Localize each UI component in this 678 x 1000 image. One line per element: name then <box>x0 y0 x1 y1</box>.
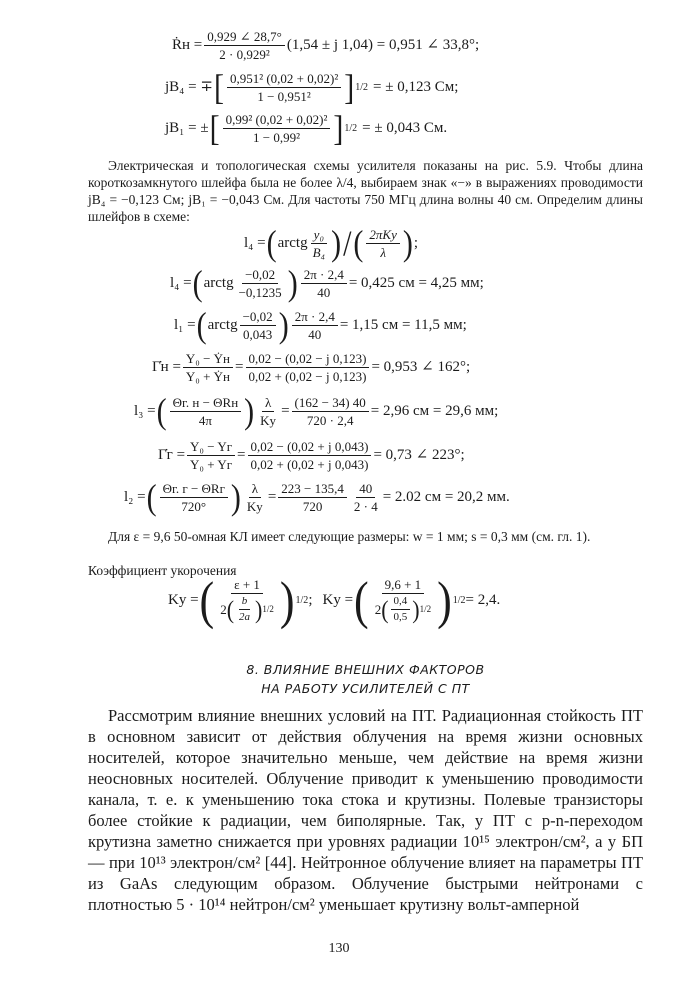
fraction: $\frac{40}{2 \cdot 4}$ <box>353 481 378 514</box>
fraction: $\frac{(162 - 34) 40}{720 \cdot 2,4}$ <box>292 396 369 427</box>
fraction: λ Kу <box>246 481 263 514</box>
fraction: $\frac{223 - 135,4}{720}$ <box>278 482 347 513</box>
fraction: Y₀ − Yг Y₀ + Yг <box>187 440 235 471</box>
equation-gamma-n: Γ̇н = Y₀ − Ẏн Y₀ + Ẏн = $\frac{0,02 - (0,02 - j 0,123)}{0,02 + (0,02 - j 0,123)}$ = 0,953 ∠ 162°; <box>152 351 471 384</box>
paragraph: Электрическая и топологическая схемы усилителя показаны на рис. 5.9. Чтобы длина короткозамкнутого шлейфа была не более λ/4, выбираем знак «−» в выражениях проводимости jB₄ = −0,123 См; jB₁ = −0,043 См. Для частоты 750 МГц длина волны 40 см. Определим длины шлейфов в схеме: <box>88 158 643 224</box>
fraction: 2πKу λ <box>366 228 399 259</box>
fraction: y₀ B₄ <box>312 227 326 260</box>
fraction: ε + 1 2 ( b 2a ) 1/2 <box>220 577 274 624</box>
equation-l4-formula: l₄ = ( arctg y₀ B₄ ) / ( 2πKу λ ) ; <box>244 223 419 263</box>
paragraph: Рассмотрим влияние внешних условий на ПТ. Радиационная стойкость ПТ в основном зависит от действия облучения на время жизни основных носителей, которое значительно меньше, чем действие на время жизни неосновных носителей. Облучение приводит к уменьшению проводимости канала, т. е. к уменьшению тока стока и крутизны. Полевые транзисторы более стойкие к радиации, чем биполярные. Так, у ПТ с p-n-переходом крутизна заметно снижается при уровнях радиации 10¹⁵ электрон/см², а у БП — при 10¹³ электрон/см² [44]. Нейтронное облучение влияет на параметры ПТ из GaAs следующим образом. Облучение быстрыми нейтронами с плотностью 5 · 10¹⁴ нейтрон/см² уменьшает крутизну вольт-амперной <box>88 706 643 914</box>
equation-l1-value: l₁ = ( arctg −0,02 0,043 ) $\frac{2\pi \cdot 2,4}{40}$ = 1,15 см = 11,5 мм; <box>174 305 467 345</box>
equation-rn <box>172 30 479 61</box>
equation-l2: l₂ = ( Θг. г − ΘRг 720° ) λ Kу = $\frac{223 - 135,4}{720}$ $\frac{40}{2 \cdot 4}$ = 2.02 см = 20,2 мм. <box>124 477 510 517</box>
equation-b1: jB₁ = ± [ 0,99² (0,02 + 0,02)² 1 − 0,99² ] 1/2 = ± 0,043 См. <box>165 108 448 148</box>
paragraph: Для ε = 9,6 50-омная КЛ имеет следующие размеры: w = 1 мм; s = 0,3 мм (см. гл. 1). <box>108 529 591 544</box>
fraction: −0,02 −0,1235 <box>238 267 282 300</box>
equation-l3: l₃ = ( Θг. н − ΘRн 4π ) λ Kу = $\frac{(162 - 34) 40}{720 \cdot 2,4}$ = 2,96 см = 29,6 мм; <box>134 391 499 431</box>
fraction: Θг. г − ΘRг 720° <box>160 482 228 513</box>
fraction: 0,99² (0,02 + 0,02)² 1 − 0,99² <box>223 113 331 144</box>
eq-rhs: (1,54 ± j 1,04) = 0,951 ∠ 33,8°; <box>286 37 480 53</box>
fraction: 9,6 + 1 2 ( 0,4 0,5 ) 1/2 <box>374 577 432 624</box>
section-heading: 8. ВЛИЯНИЕ ВНЕШНИХ ФАКТОРОВ НА РАБОТУ УСИЛИТЕЛЕЙ С ПТ <box>246 662 485 696</box>
fraction: $\frac{2\pi \cdot 2,4}{40}$ <box>292 310 338 341</box>
fraction: Y₀ − Ẏн Y₀ + Ẏн <box>183 352 233 383</box>
eq-lhs: Ṙн = <box>172 37 203 53</box>
fraction: $\frac{0,929 \angle 28,7^\circ}{\text{2 · 0,929²}}$ <box>204 30 285 61</box>
fraction: Θг. н − ΘRн 4π <box>170 396 242 427</box>
fraction: 0,951² (0,02 + 0,02)² 1 − 0,951² <box>227 72 341 103</box>
paragraph: Коэффициент укорочения <box>88 563 237 578</box>
fraction: $\frac{2\pi \cdot 2,4}{40}$ <box>301 268 347 299</box>
equation-b4: jB₄ = ∓ [ 0,951² (0,02 + 0,02)² 1 − 0,951² ] 1/2 = ± 0,123 См; <box>165 67 459 107</box>
equation-ku: Kу = ( ε + 1 2 ( b 2a ) 1/2 ) 1/2 ; Kу = ( 9,6 + 1 2 ( 0,4 0,5 ) 1/2 ) 1/2 = 2,4. <box>168 570 501 630</box>
equation-l4-value: l₄ = ( arctg −0,02 −0,1235 ) $\frac{2\pi \cdot 2,4}{40}$ = 0,425 см = 4,25 мм; <box>170 263 484 303</box>
fraction: $\frac{0,02 - (0,02 + j 0,043)}{0,02 + (0,02 + j 0,043)}$ <box>248 440 372 471</box>
fraction: λ Kу <box>260 395 277 428</box>
fraction: $\frac{0,02 - (0,02 - j 0,123)}{0,02 + (0,02 - j 0,123)}$ <box>246 352 370 383</box>
fraction: −0,02 0,043 <box>240 310 276 341</box>
equation-gamma-g: Γ̇г = Y₀ − Yг Y₀ + Yг = $\frac{0,02 - (0,02 + j 0,043)}{0,02 + (0,02 + j 0,043)}$ = 0,73 ∠ 223°; <box>158 439 465 472</box>
page-number: 130 <box>328 941 350 956</box>
